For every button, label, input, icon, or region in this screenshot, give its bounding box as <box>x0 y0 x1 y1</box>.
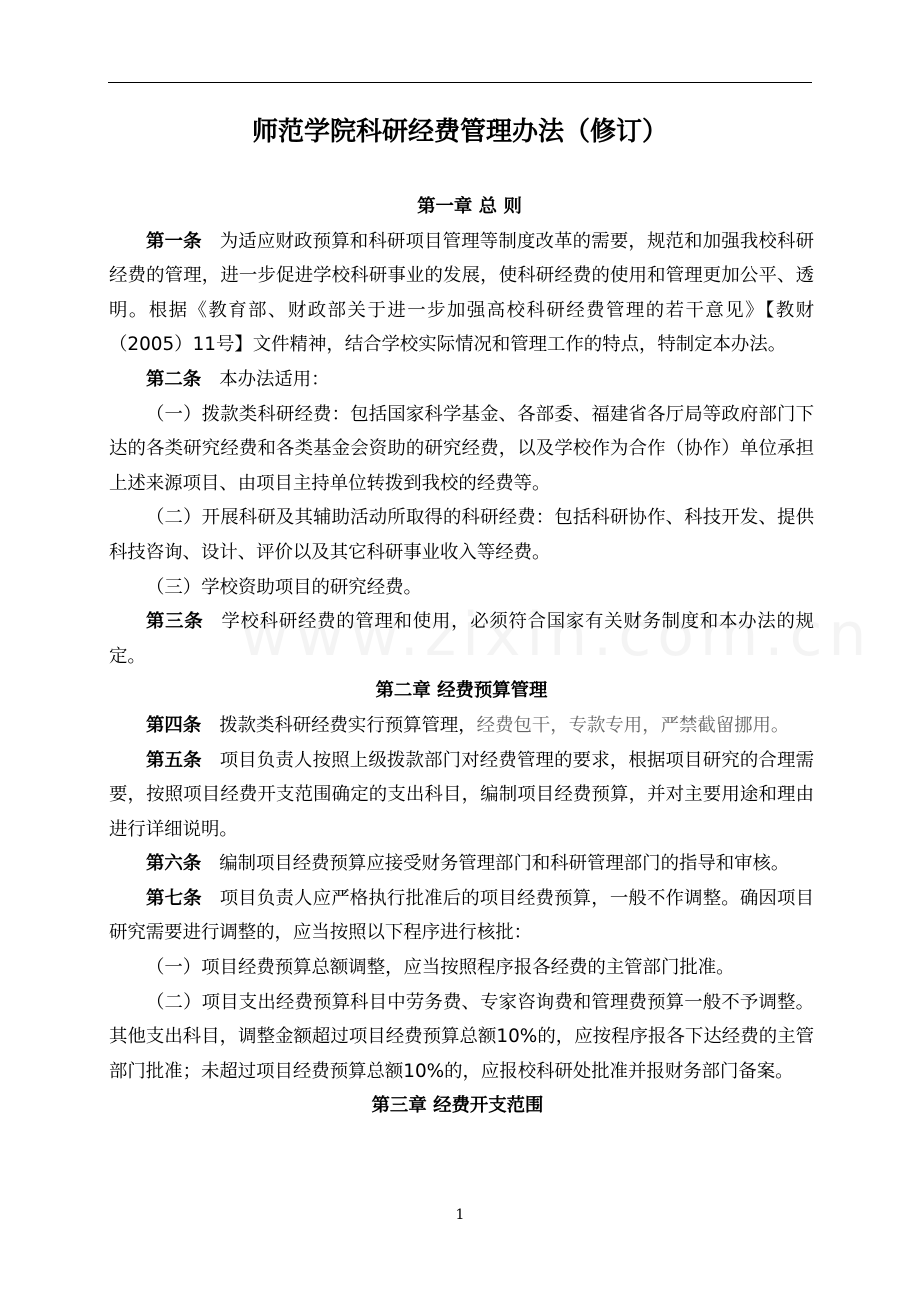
article-3 <box>109 605 814 674</box>
chapter-heading-2: 第二章 经费预算管理 <box>375 680 548 702</box>
header-rule <box>108 82 812 83</box>
article-7 <box>109 882 814 951</box>
article-text: 项目负责人应严格执行批准后的项目经费预算，一般不作调整。确因项目研究需要进行调整的，应当按照以下程序进行核批： <box>109 887 814 944</box>
article-label: 第三条 <box>146 611 204 633</box>
article-label: 第七条 <box>146 887 202 909</box>
chapter-heading-1: 第一章 总 则 <box>417 196 522 217</box>
article-text: 编制项目经费预算应接受财务管理部门和科研管理部门的指导和审核。 <box>219 853 790 875</box>
chapter-heading-3: 第三章 经费开支范围 <box>371 1095 544 1117</box>
article-label: 第四条 <box>146 714 202 736</box>
article-text-muted: 经费包干，专款专用，严禁截留挪用。 <box>476 714 790 736</box>
article-2-item-2: （二）开展科研及其辅助活动所取得的科研经费：包括科研协作、科技开发、提供科技咨询、设计、评价以及其它科研事业收入等经费。 <box>109 507 814 563</box>
article-label: 第五条 <box>146 749 202 771</box>
article-text: 本办法适用： <box>219 368 330 390</box>
article-7-item-1: （一）项目经费预算总额调整，应当按照程序报各经费的主管部门批准。 <box>146 957 735 979</box>
document-body <box>109 190 814 1124</box>
article-label: 第二条 <box>146 368 202 390</box>
article-2 <box>109 363 814 398</box>
article-2-item-3: （三）学校资助项目的研究经费。 <box>146 576 422 598</box>
article-2-item-1: （一）拨款类科研经费：包括国家科学基金、各部委、福建省各厅局等政府部门下达的各类研究经费和各类基金会资助的研究经费，以及学校作为合作（协作）单位承担上述来源项目、由项目主持单位转拨到我校的经费等。 <box>109 403 814 494</box>
article-label: 第一条 <box>146 230 202 252</box>
article-7-item-2: （二）项目支出经费预算科目中劳务费、专家咨询费和管理费预算一般不予调整。其他支出科目，调整金额超过项目经费预算总额10%的，应按程序报各下达经费的主管部门批准；未超过项目经费预算总额10%的，应报校科研处批准并报财务部门备案。 <box>109 991 814 1082</box>
page-number: 1 <box>455 1207 465 1223</box>
article-4 <box>109 709 814 744</box>
article-1 <box>109 225 814 363</box>
article-5 <box>109 744 814 848</box>
article-text: 为适应财政预算和科研项目管理等制度改革的需要，规范和加强我校科研经费的管理，进一步促进学校科研事业的发展，使科研经费的使用和管理更加公平、透明。根据《教育部、财政部关于进一步加强高校科研经费管理的若干意见》【教财（2005）11号】文件精神，结合学校实际情况和管理工作的特点，特制定本办法。 <box>109 230 814 356</box>
article-text: 学校科研经费的管理和使用，必须符合国家有关财务制度和本办法的规定。 <box>109 611 814 667</box>
article-text: 项目负责人按照上级拨款部门对经费管理的要求，根据项目研究的合理需要，按照项目经费开支范围确定的支出科目，编制项目经费预算，并对主要用途和理由进行详细说明。 <box>109 749 814 840</box>
article-text: 拨款类科研经费实行预算管理， <box>219 714 477 736</box>
article-6 <box>109 847 814 882</box>
document-title: 师范学院科研经费管理办法（修订） <box>251 117 668 147</box>
article-label: 第六条 <box>146 853 202 875</box>
